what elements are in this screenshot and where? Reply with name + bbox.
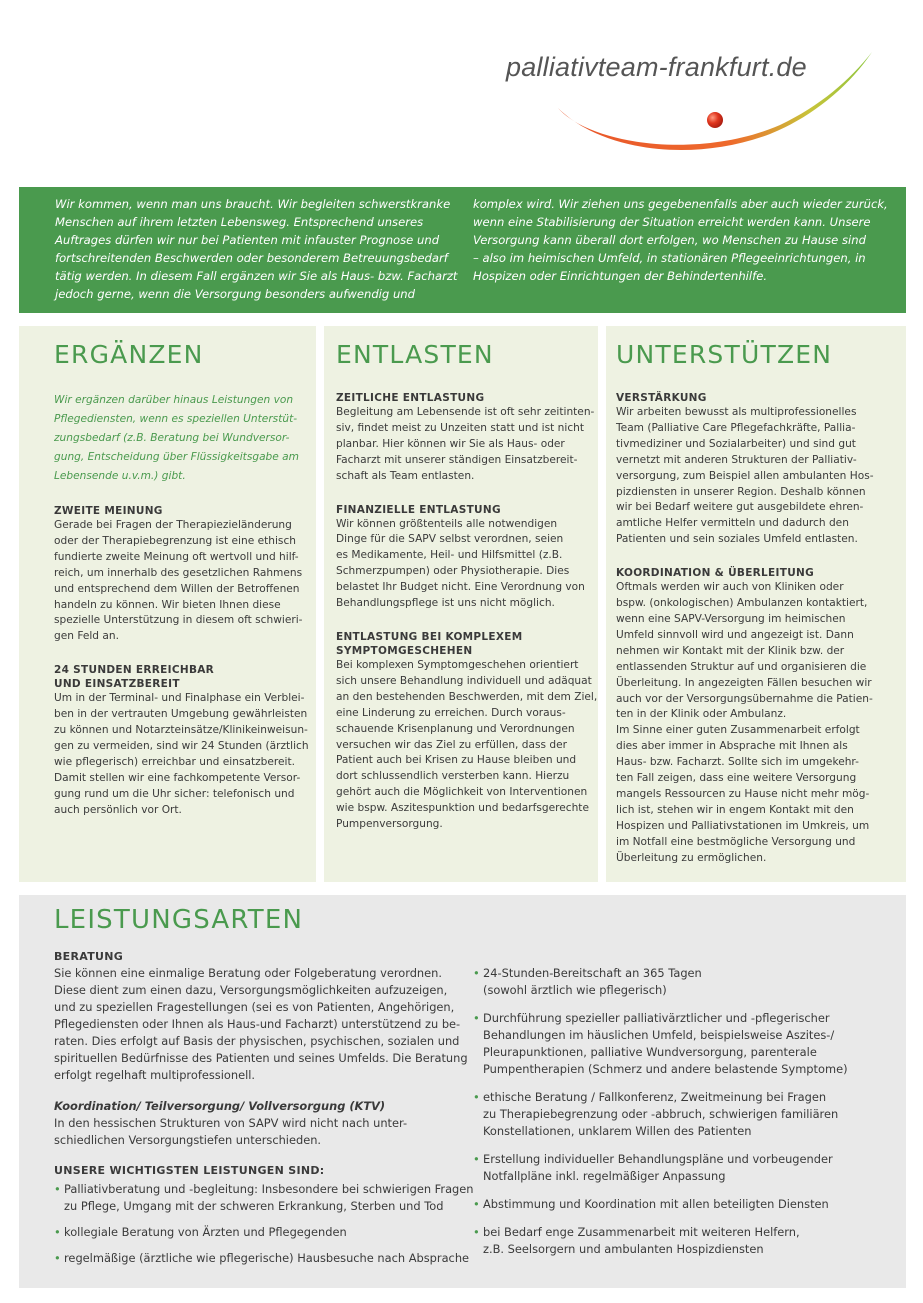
body-line: spirituellen Bedürfnisse des Patienten und seines Umfelds. Die Beratung [54,1051,468,1065]
body-line: Um in der Terminal- und Finalphase ein Verblei- [54,692,305,705]
body-line: schauende Krisenplanung und Verordnungen [336,722,575,735]
body-line: versuchen wir das Ziel zu erfüllen, dass der [336,738,568,751]
section-heading [336,630,584,658]
panel-unterstuetzen [606,326,906,882]
ktv-heading: Koordination/ Teilversorgung/ Vollversorgung (KTV) [54,1099,386,1113]
body-line: siv, findet meist zu Unzeiten statt und ist nicht [336,421,585,434]
heading-line: SYMPTOMGESCHEHEN [336,644,473,657]
body-line: wir bei Bedarf weitere gut ausgebildete ehren- [616,501,864,514]
body-line: Damit stellen wir eine fachkompetente Versor- [54,771,301,784]
intro-line: Auftrages dürfen wir nur bei Patienten mit infauster Prognose und [55,233,440,247]
list-item [473,1224,893,1258]
list-line: • regelmäßige (ärztliche wie pflegerische) Hausbesuche nach Absprache [64,1251,470,1265]
body-line: wie bspw. Aszitespunktion und bedarfsgerechte [336,802,589,815]
panel-title: UNTERSTÜTZEN [616,340,833,369]
body-line: handeln zu können. Wir bieten Ihnen diese [54,598,281,611]
list-line: Pleurapunktionen, palliative Wundversorgung, parenterale [483,1045,817,1059]
three-columns [19,326,906,882]
body-line: Begleitung am Lebensende ist oft sehr zeitinten- [336,406,595,418]
logo [480,40,900,170]
intro-line: komplex wird. Wir ziehen uns gegebenenfalls aber auch wieder zurück, [473,197,888,211]
intro-line: Wir kommen, wenn man uns braucht. Wir begleiten schwerstkranke [55,197,451,211]
section-body [54,691,309,818]
body-line: sich unsere Behandlung individuell und adäquat [336,674,592,687]
body-line: erfolgt regelhaft multiprofessionell. [54,1068,256,1082]
body-line: planbar. Hier können wir Sie als Haus- oder [336,437,565,450]
body-line: tivmediziner und Sozialarbeiter) und sind gut [616,437,856,450]
body-line: ten Fall zeigen, dass eine weitere Versorgung [616,772,857,785]
body-line: gung rund um die Uhr sicher: telefonisch und [54,787,295,800]
services-list-right [473,965,893,1258]
intro-line: wenn eine Stabilisierung der Situation erreicht werden kann. Unsere [473,215,871,229]
list-line: zu Pflege, Umgang mit der schweren Erkrankung, Sterben und Tod [64,1199,444,1213]
section-heading: VERSTÄRKUNG [616,392,707,404]
body-line: raten. Dies erfolgt auf Basis der physischen, psychischen, sozialen und [54,1034,460,1048]
section-heading: ZWEITE MEINUNG [54,505,163,517]
intro-line: – also im heimischen Umfeld, in stationären Pflegeeinrichtungen, in [473,251,866,265]
body-line: spezielle Unterstützung in diesem oft schwieri- [54,614,303,627]
body-line: mangels Ressourcen zu Hause nicht mehr mög- [616,787,870,800]
list-item [473,1010,893,1078]
intro-line: jedoch gerne, wenn die Versorgung besonders aufwendig und [55,287,416,301]
section-heading: BERATUNG [54,950,124,963]
body-line: dies aber immer in Absprache mit Ihnen als [616,740,848,753]
body-line: gen Feld an. [54,630,119,643]
body-line: Team (Palliative Care Pflegefachkräfte, Pallia- [616,421,856,434]
section-body [54,518,302,645]
heading-line: 24 STUNDEN ERREICHBAR [54,664,215,677]
body-line: wenn eine SAPV-Versorgung im heimischen [616,612,846,625]
list-item [54,1181,474,1215]
body-line: Wir können größtenteils alle notwendigen [336,517,558,530]
section-body [336,517,584,612]
body-line: Pflegediensten oder Ihnen als Haus-und Facharzt) unterstützend zu be- [54,1017,461,1031]
list-item [54,1250,474,1267]
body-line: Diese dient zum einen dazu, Versorgungsmöglichkeiten aufzuzeigen, [54,983,448,997]
heading-line: UND EINSATZBEREIT [54,678,180,691]
list-line: (sowohl ärztlich wie pflegerisch) [483,983,667,997]
body-line: auch vor der Versorgungsübernahme die Patien- [616,692,873,705]
panel-title: ENTLASTEN [336,340,494,369]
body-line: Gerade bei Fragen der Therapiezieländerung [54,519,292,531]
section-heading: FINANZIELLE ENTLASTUNG [336,503,501,516]
section-body [336,658,598,833]
list-line: • Palliativberatung und -begleitung: Insbesondere bei schwierigen Fragen [64,1182,474,1196]
body-line: eine Linderung zu erreichen. Durch voraus- [336,706,566,719]
body-line: Pumpenversorgung. [336,818,443,831]
body-line: pizdiensten in unserer Region. Deshalb können [616,485,866,498]
section-heading [54,663,302,691]
list-line: Behandlungen im häuslichen Umfeld, beispielsweise Aszites-/ [483,1028,835,1042]
body-line: entlassenden Struktur auf und organisieren die [616,660,867,673]
body-line: ten in der Klinik oder Ambulanz. [616,708,787,721]
body-line: Oftmals werden wir auch von Kliniken oder [616,581,844,594]
body-line: und zu speziellen Fragestellungen (sei es von Patienten, Angehörigen, [54,1000,455,1014]
body-line: dort schlussendlich versterben kann. Hierzu [336,770,570,783]
logo-text[interactable]: palliativteam-frankfurt.de [506,52,807,82]
panel-title: ERGÄNZEN [54,340,204,369]
list-line: • Erstellung individueller Behandlungspläne und vorbeugender [483,1152,833,1166]
body-line: Überleitung zu ermöglichen. [616,851,767,864]
body-line: Schmerzpumpen) oder Physiotherapie. Dies [336,565,570,578]
intro-line: tätig werden. In diesem Fall ergänzen wir Sie als Haus- bzw. Facharzt [55,269,458,283]
intro-right-column [473,187,888,313]
body-line: auch persönlich vor Ort. [54,803,182,816]
body-line: Patient auch bei Krisen zu Hause bleiben und [336,754,577,767]
lead-text [54,391,302,486]
section-heading: UNSERE WICHTIGSTEN LEISTUNGEN SIND: [54,1164,325,1177]
body-line: reich, um innerhalb des gesetzlichen Rahmens [54,566,303,579]
intro-line: Menschen auf ihrem letzten Lebensweg. Entsprechend unseres [55,215,424,229]
body-line: schaft als Team entlasten. [336,469,475,482]
section-body [336,405,595,485]
lead-line: Lebensende u.v.m.) gibt. [54,470,186,482]
body-line: vernetzt mit anderen Strukturen der Palliativ- [616,453,857,466]
body-line: es Medikamente, Heil- und Hilfsmittel (z.B. [336,549,563,562]
body-line: zu können und Notarzteinsätze/Klinikeinweisun- [54,724,308,737]
body-line: In den hessischen Strukturen von SAPV wird nicht nach unter- [54,1116,408,1130]
leistungsarten-left-column [54,949,474,1276]
body-line: oder der Therapiebegrenzung ist eine ethisch [54,534,296,547]
list-line: • 24-Stunden-Bereitschaft an 365 Tagen [483,966,702,980]
lead-line: zungsbedarf (z.B. Beratung bei Wundversor- [54,432,290,444]
ktv-body [54,1115,474,1149]
body-line: Wir arbeiten bewusst als multiprofessionelles [616,406,857,418]
body-line: fundierte zweite Meinung oft wertvoll und hilf- [54,550,299,563]
section-heading: KOORDINATION & ÜBERLEITUNG [616,567,815,580]
list-item [473,1196,893,1213]
body-line: und entsprechend dem Willen der Betroffenen [54,582,300,595]
intro-left-column [55,187,458,313]
services-list-left [54,1181,474,1267]
list-line: • Abstimmung und Koordination mit allen beteiligten Diensten [483,1197,829,1211]
body-line: nehmen wir Kontakt mit der Klinik bzw. der [616,644,845,657]
body-line: an den bestehenden Beschwerden, mit dem Ziel, [336,690,598,703]
body-line: schiedlichen Versorgungstiefen unterschieden. [54,1133,322,1147]
body-line: gehört auch die Möglichkeit von Interventionen [336,786,588,799]
leistungsarten-right-column [473,965,893,1269]
body-line: versorgung, zum Beispiel allen ambulanten Hos- [616,469,874,482]
body-line: Im Sinne einer guten Zusammenarbeit erfolgt [616,724,860,737]
section-body [616,405,892,548]
beratung-body [54,965,474,1084]
list-line: • bei Bedarf enge Zusammenarbeit mit weiteren Helfern, [483,1225,800,1239]
list-line: Notfallpläne inkl. regelmäßiger Anpassung [483,1169,726,1183]
list-line: Pumpentherapien (Schmerz und andere belastende Symptome) [483,1062,848,1076]
body-line: Haus- bzw. Facharzt. Sollte sich im umgekehr- [616,756,859,769]
body-line: Facharzt mit unserer ständigen Einsatzbereit- [336,453,578,466]
body-line: ben in der vertrauten Umgebung gewährleisten [54,708,308,721]
list-line: • ethische Beratung / Fallkonferenz, Zweitmeinung bei Fragen [483,1090,827,1104]
leistungsarten-section [19,895,906,1288]
body-line: Umfeld sinnvoll wird und angezeigt ist. Dann [616,628,854,641]
body-line: im Notfall eine bestmögliche Versorgung und [616,835,856,848]
list-item [473,965,893,999]
intro-banner [19,187,906,313]
list-item [54,1224,474,1241]
body-line: lich ist, stehen wir in engem Kontakt mit den [616,803,854,816]
body-line: Behandlungspflege ist uns nicht möglich. [336,597,555,610]
lead-line: gung, Entscheidung über Flüssigkeitsgabe am [54,451,299,463]
body-line: Bei komplexen Symptomgeschehen orientiert [336,658,579,671]
body-line: bspw. (onkologischen) Ambulanzen kontaktiert, [616,597,868,610]
body-line: gen zu vermeiden, sind wir 24 Stunden (ärztlich [54,739,309,752]
body-line: amtliche Helfer vermitteln und dadurch den [616,517,849,530]
body-line: Überleitung. In angezeigten Fällen besuchen wir [616,676,872,689]
list-item [473,1151,893,1185]
section-title: LEISTUNGSARTEN [54,905,304,935]
body-line: Dinge für die SAPV selbst verordnen, seien [336,533,564,546]
intro-line: Versorgung kann überall dort erfolgen, wo Menschen zu Hause sind [473,233,866,247]
list-line: Konstellationen, unklarem Willen des Patienten [483,1124,752,1138]
panel-entlasten [324,326,598,882]
list-line: zu Therapiebegrenzung oder -abbruch, schwierigen familiären [483,1107,839,1121]
lead-line: Wir ergänzen darüber hinaus Leistungen von [54,394,294,406]
list-line: z.B. Seelsorgern und ambulanten Hospizdiensten [483,1242,764,1256]
body-line: Patienten und sein soziales Umfeld entlasten. [616,533,858,546]
intro-line: Hospizen oder Einrichtungen der Behindertenhilfe. [473,269,768,283]
lead-line: Pflegediensten, wenn es speziellen Unterstüt- [54,413,298,425]
section-heading: ZEITLICHE ENTLASTUNG [336,392,485,404]
list-item [473,1089,893,1140]
list-line: • kollegiale Beratung von Ärzten und Pflegegenden [64,1225,347,1239]
list-line: • Durchführung spezieller palliativärztlicher und -pflegerischer [483,1011,830,1025]
panel-ergaenzen [19,326,316,882]
body-line: Sie können eine einmalige Beratung oder Folgeberatung verordnen. [54,966,443,980]
body-line: wie pflegerisch) erreichbar und einsatzbereit. [54,755,296,768]
body-line: Hospizen und Palliativstationen im Umkreis, um [616,819,870,832]
intro-line: fortschreitenden Beschwerden oder besonderem Betreuungsbedarf [55,251,448,265]
section-body [616,580,892,866]
body-line: belastet Ihr Budget nicht. Eine Verordnung von [336,581,585,594]
heading-line: ENTLASTUNG BEI KOMPLEXEM [336,630,523,643]
